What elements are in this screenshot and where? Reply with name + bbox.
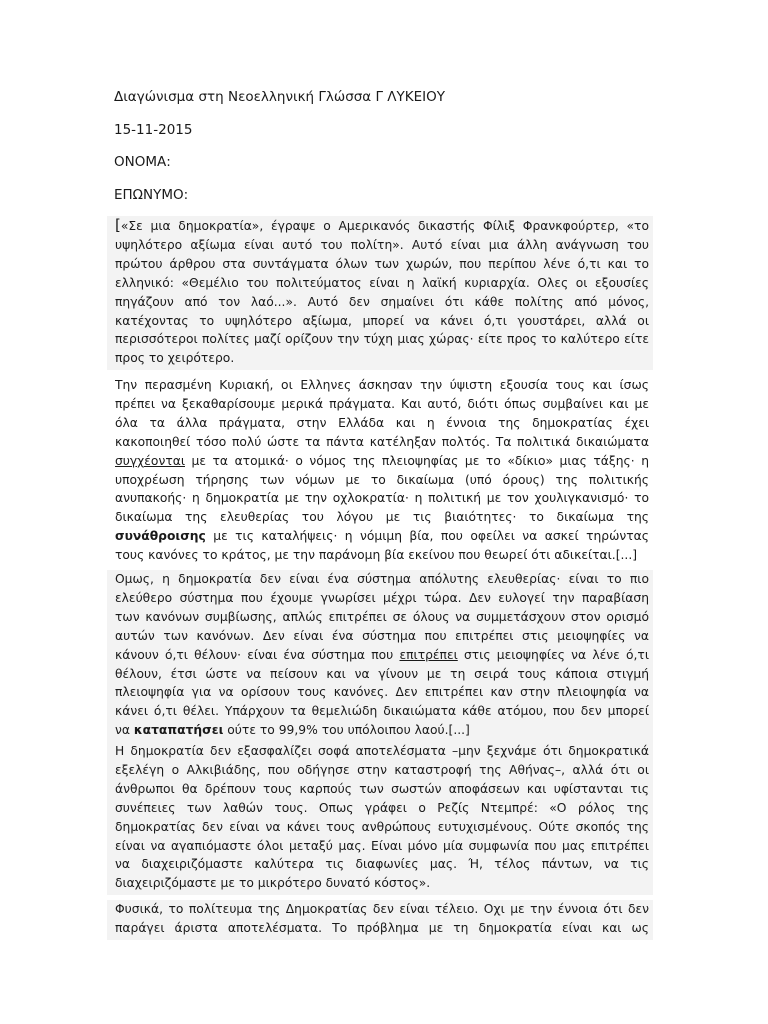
paragraph-line: δημοκρατίας δεν είναι να κάνει τους ανθρώπους ευτυχισμένους. Ούτε σκοπός της: [115, 819, 649, 834]
paragraph-line: να διαχειριζόμαστε καλύτερα τις διαφωνίες μας. Ή, τέλος πάντων, να τις: [115, 857, 649, 872]
paragraph-line: Την περασμένη Κυριακή, οι Ελληνες άσκησαν την ύψιστη εξουσία τους και ίσως: [115, 378, 649, 392]
surname-label: ΕΠΩΝΥΜΟ:: [114, 187, 189, 203]
document-date: 15-11-2015: [114, 122, 193, 138]
paragraph-line: Η δημοκρατία δεν εξασφαλίζει σοφά αποτελέσματα –μην ξεχνάμε ότι δημοκρατικά: [115, 744, 649, 758]
bold-word: καταπατήσει: [133, 723, 224, 738]
paragraph-line: Ομως, η δημοκρατία δεν είναι ένα σύστημα απόλυτης ελευθερίας· είναι το πιο: [115, 572, 649, 586]
paragraph-line: συνέπειες των λαθών τους. Οπως γράφει ο Ρεζίς Ντεμπρέ: «Ο ρόλος της: [115, 800, 649, 815]
paragraph-line: πρώτου άρθρου στα συντάγματα όλων των χωρών, που περίπου λένε ό,τι και το: [115, 256, 649, 271]
paragraph-line: όλα τα άλλα πράγματα, στην Ελλάδα και η έννοια της δημοκρατίας έχει: [115, 415, 649, 430]
paragraph-line: παράγει άριστα αποτελέσματα. Το πρόβλημα με τη δημοκρατία είναι και ως: [115, 920, 649, 935]
paragraph-line: πηγάζουν από τον λαό...». Αυτό δεν σημαίνει ότι κάθε πολίτης από μόνος,: [115, 294, 649, 309]
document-title: Διαγώνισμα στη Νεοελληνική Γλώσσα Γ ΛΥΚΕΙΟΥ: [114, 89, 446, 105]
paragraph-4: [107, 742, 653, 895]
paragraph-line: διαχειριζόμαστε με το μικρότερο δυνατό κόστος».: [115, 876, 431, 891]
paragraph-line: αυτών των κανόνων. Δεν είναι ένα σύστημα που επιτρέπει στις μειοψηφίες να: [115, 628, 649, 643]
paragraph-line: θέλουν, έτσι ώστε να πείσουν και να γίνουν με τη σειρά τους κάποια στιγμή: [115, 666, 649, 681]
paragraph-1: [107, 216, 653, 370]
paragraph-line: των κανόνων συμβίωσης, απλώς επιτρέπει σε όλους να συμμετάσχουν στον ορισμό: [115, 609, 649, 624]
paragraph-line: Φυσικά, το πολίτευμα της Δημοκρατίας δεν είναι τέλειο. Οχι με την έννοια ότι δεν: [115, 902, 649, 916]
paragraph-line: ελληνικό: «Θεμέλιο του πολιτεύματος είναι η λαϊκή κυριαρχία. Ολες οι εξουσίες: [115, 275, 649, 290]
paragraph-5: [107, 900, 653, 940]
underlined-word: επιτρέπει: [399, 647, 458, 662]
underlined-word: συγχέονται: [115, 453, 185, 468]
paragraph-line: τους κανόνες το κράτος, με την παράνομη βία εκείνου που θεωρεί ότι αδικείται.[...]: [115, 548, 638, 563]
paragraph-line: περισσότεροι πολίτες μαζί ορίζουν την τύχη μιας χώρας· είτε προς το καλύτερο είτε: [115, 332, 649, 347]
paragraph-line: εξελέγη ο Αλκιβιάδης, που οδήγησε στην καταστροφή της Αθήνας–, αλλά ότι οι: [115, 762, 649, 777]
paragraph-line: ελεύθερο σύστημα που έχουμε γνωρίσει μέχρι τώρα. Δεν ευλογεί την παραβίαση: [115, 590, 649, 605]
paragraph-line: είναι να αγαπιόμαστε όλοι μεταξύ μας. Είναι μόνο μία συμφωνία που μας επιτρέπει: [115, 838, 649, 853]
paragraph-line: πλειοψηφία για να ορίσουν τους κανόνες. Δεν επιτρέπει καν στην πλειοψηφία να: [115, 685, 649, 700]
paragraph-2: [107, 376, 653, 567]
paragraph-line: κάνουν ό,τι θέλουν· είναι ένα σύστημα που επιτρέπει στις μειοψηφίες να λένε ό,τι: [115, 647, 649, 662]
paragraph-line: δικαίωμα της ελευθερίας του λόγου με τις βιαιότητες· το δικαίωμα της: [115, 510, 649, 525]
paragraph-line: [«Σε μια δημοκρατία», έγραψε ο Αμερικανός δικαστής Φίλιξ Φρανκφούρτερ, «το: [115, 216, 649, 234]
paragraph-line: υψηλότερο αξίωμα είναι αυτό του πολίτη». Αυτό είναι μια άλλη ανάγνωση του: [115, 237, 649, 252]
paragraph-line: ανυπακοής· η δημοκρατία με την οχλοκρατία· η πολιτική με τον χουλιγκανισμό· το: [115, 491, 649, 506]
paragraph-3: [107, 570, 653, 742]
paragraph-line: κάνει ό,τι θέλει. Υπάρχουν τα θεμελιώδη δικαιώματα κάθε ατόμου, που δεν μπορεί: [115, 704, 649, 719]
opening-bracket: [: [115, 216, 121, 234]
name-label: ΟΝΟΜΑ:: [114, 154, 171, 170]
paragraph-line: συνάθροισης με τις καταλήψεις· η νόμιμη βία, που οφείλει να ασκεί τηρώντας: [115, 529, 649, 544]
paragraph-line: πρέπει να ξεκαθαρίσουμε μερικά πράγματα. Και αυτό, διότι όπως συμβαίνει και με: [115, 396, 649, 411]
paragraph-line: υποχρέωση τήρησης των νόμων με το δικαίωμα (υπό όρους) της πολιτικής: [115, 472, 649, 487]
paragraph-line: προς το χειρότερο.: [115, 351, 235, 366]
paragraph-line: συγχέονται με τα ατομικά· ο νόμος της πλειοψηφίας με το «δίκιο» μιας τάξης· η: [115, 453, 649, 468]
bold-word: συνάθροισης: [115, 529, 206, 544]
paragraph-line: κατέχοντας το υψηλότερο αξίωμα, μπορεί να κάνει ό,τι γουστάρει, αλλά οι: [115, 313, 649, 328]
paragraph-line: να καταπατήσει ούτε το 99,9% του υπόλοιπου λαού.[...]: [115, 723, 470, 738]
paragraph-line: άνθρωποι θα δρέπουν τους καρπούς των σωστών αποφάσεων και υφίστανται τις: [115, 781, 649, 796]
paragraph-line: κακοποιηθεί τόσο πολύ ώστε τα πάντα κατέληξαν πολτός. Τα πολιτικά δικαιώματα: [115, 434, 649, 449]
